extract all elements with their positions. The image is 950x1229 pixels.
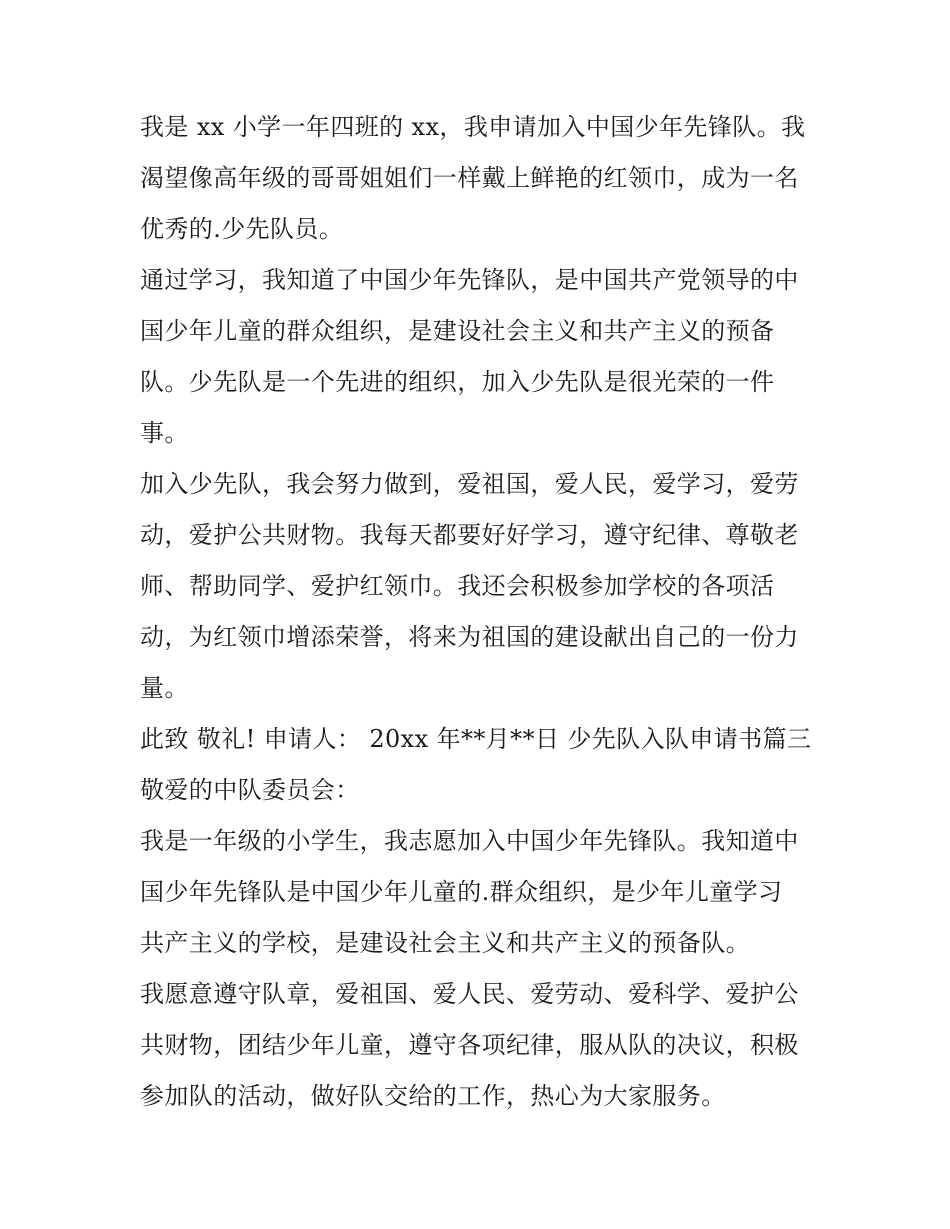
- text-line: 优秀的.少先队员。: [140, 215, 344, 243]
- text-line: 渴望像高年级的哥哥姐姐们一样戴上鲜艳的红领巾，成为一名: [140, 164, 799, 192]
- text-line: 共财物，团结少年儿童，遵守各项纪律，服从队的决议，积极: [140, 1031, 799, 1059]
- text-line: 此致 敬礼! 申请人： 20xx 年**月**日 少先队入队申请书篇三: [140, 725, 812, 753]
- text-line: 国少年先锋队是中国少年儿童的.群众组织，是少年儿童学习: [140, 878, 783, 906]
- text-line: 我是一年级的小学生，我志愿加入中国少年先锋队。我知道中: [140, 827, 799, 855]
- body-text: [140, 102, 820, 1122]
- text-line: 事。: [140, 419, 189, 447]
- text-line: 加入少先队，我会努力做到，爱祖国，爱人民，爱学习，爱劳: [140, 470, 799, 498]
- text-line: 量。: [140, 674, 189, 702]
- text-line: 参加队的活动，做好队交给的工作，热心为大家服务。: [140, 1082, 726, 1110]
- text-line: 共产主义的学校，是建设社会主义和共产主义的预备队。: [140, 929, 750, 957]
- text-line: 通过学习，我知道了中国少年先锋队，是中国共产党领导的中: [140, 266, 799, 294]
- text-line: 国少年儿童的群众组织，是建设社会主义和共产主义的预备: [140, 317, 775, 345]
- text-line: 我是 xx 小学一年四班的 xx，我申请加入中国少年先锋队。我: [140, 113, 806, 141]
- text-line: 我愿意遵守队章，爱祖国、爱人民、爱劳动、爱科学、爱护公: [140, 980, 799, 1008]
- text-line: 敬爱的中队委员会：: [140, 776, 360, 804]
- text-line: 动，为红领巾增添荣誉，将来为祖国的建设献出自己的一份力: [140, 623, 799, 651]
- text-line: 师、帮助同学、爱护红领巾。我还会积极参加学校的各项活: [140, 572, 775, 600]
- text-line: 动，爱护公共财物。我每天都要好好学习，遵守纪律、尊敬老: [140, 521, 799, 549]
- text-line: 队。少先队是一个先进的组织，加入少先队是很光荣的一件: [140, 368, 775, 396]
